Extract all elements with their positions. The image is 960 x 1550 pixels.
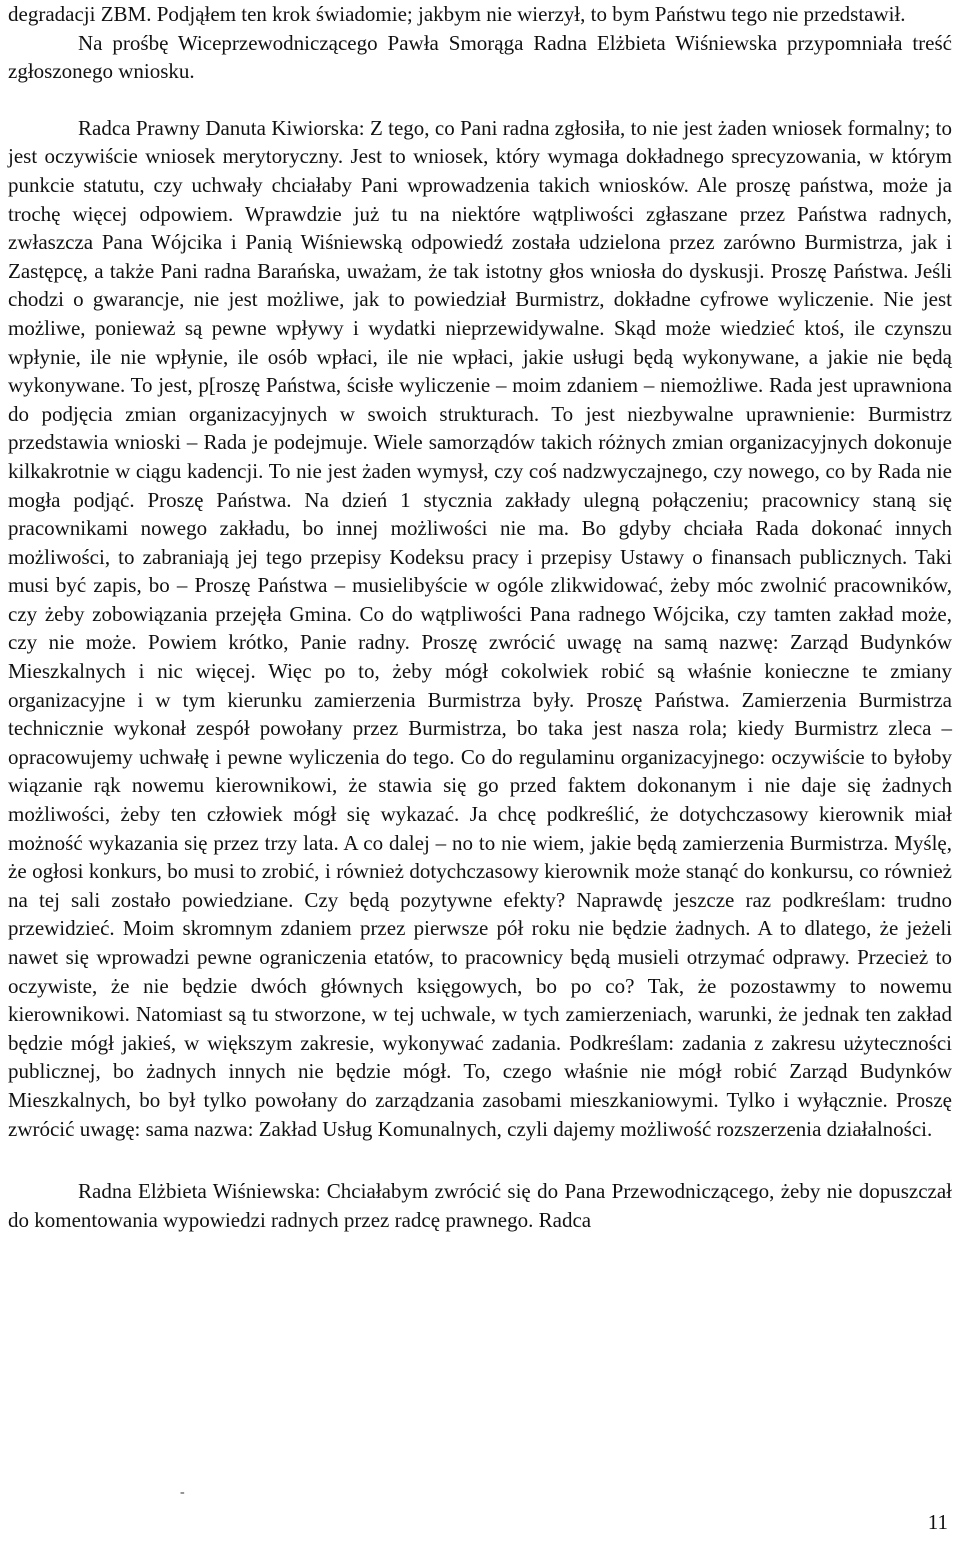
page-number: 11 (927, 1510, 948, 1534)
paragraph-councillor: Radna Elżbieta Wiśniewska: Chciałabym zwrócić się do Pana Przewodniczącego, żeby nie dopuszczał do komentowania wypowiedzi radnych przez radcę prawnego. Radca (8, 1179, 952, 1232)
stray-mark: - (180, 1485, 185, 1500)
paragraph-continuation: degradacji ZBM. Podjąłem ten krok świadomie; jakbym nie wierzył, to bym Państwu tego nie przedstawił. (8, 2, 906, 26)
paragraph-legal-counsel: Radca Prawny Danuta Kiwiorska: Z tego, co Pani radna zgłosiła, to nie jest żaden wniosek formalny; to jest oczywiście wniosek merytoryczny. Jest to wniosek, który wymaga dokładnego sprecyzowania, w którym punkcie statutu, czy uchwały chciałaby Pani wprowadzenia takich wniosków. Ale proszę państwa, może ja trochę więcej odpowiem. Wprawdzie już tu na niektóre wątpliwości zgłaszane przez Państwa radnych, zwłaszcza Pana Wójcika i Panią Wiśniewską odpowiedź została udzielona przez zarówno Burmistrza, jak i Zastępcę, a także Pani radna Barańska, uważam, że tak istotny głos wniosła do dyskusji. Proszę Państwa. Jeśli chodzi o gwarancje, nie jest możliwe, jak to powiedział Burmistrz, dokładne cyfrowe wyliczenie. Nie jest możliwe, ponieważ są pewne wpływy i wydatki nieprzewidywalne. Skąd może wiedzieć ktoś, ile czynszu wpłynie, ile nie wpłynie, ile osób wpłaci, ile nie wpłaci, jakie usługi będą wykonywane, a jakie nie będą wykonywane. To jest, p[roszę Państwa, ścisłe wyliczenie – moim zdaniem – niemożliwe. Rada jest uprawniona do podjęcia zmian organizacyjnych w swoich strukturach. To jest niezbywalne uprawnienie: Burmistrz przedstawia wnioski – Rada je podejmuje. Wiele samorządów takich różnych zmian organizacyjnych dokonuje kilkakrotnie w ciągu kadencji. To nie jest żaden wymysł, czy coś nadzwyczajnego, czy nowego, co by Rada nie mogła podjąć. Proszę Państwa. Na dzień 1 stycznia zakłady ulegną połączeniu; pracownicy staną się pracownikami nowego zakładu, bo innej możliwości nie ma. Bo gdyby chciała Rada dokonać innych możliwości, to zabraniają jej tego przepisy Kodeksu pracy i przepisy Ustawy o finansach publicznych. Taki musi być zapis, bo – Proszę Państwa – musielibyście w ogóle zlikwidować, żeby móc zwolnić pracowników, czy żeby zobowiązania przejęła Gmina. Co do wątpliwości Pana radnego Wójcika, czy tamten zakład może, czy nie może. Powiem krótko, Panie radny. Proszę zwrócić uwagę na samą nazwę: Zarząd Budynków Mieszkalnych i nic więcej. Więc po to, żeby mógł cokolwiek robić są właśnie konieczne te zmiany organizacyjne i w tym kierunku zamierzenia Burmistrza były. Proszę Państwa. Zamierzenia Burmistrza technicznie wykonał zespół powołany przez Burmistrza, bo taka jest nasza rola; kiedy Burmistrz zleca – opracowujemy uchwałę i pewne wyliczenia do tego. Co do regulaminu organizacyjnego: oczywiście to byłoby wiązanie rąk nowemu kierownikowi, że stawia się go przed faktem dokonanym i nie daje się żadnych możliwości, żeby ten człowiek mógł się wykazać. Ja chcę podkreślić, że dotychczasowy kierownik miał możność wykazania się przez trzy lata. A co dalej – no to nie wiem, jakie będą zamierzenia Burmistrza. Myślę, że ogłosi konkurs, bo musi to zrobić, i również dotychczasowy kierownik może stanąć do konkursu, co również na tej sali zostało powiedziane. Czy będą pozytywne efekty? Naprawdę jeszcze raz podkreślam: trudno przewidzieć. Moim skromnym zdaniem przez pierwsze pół roku nie będzie żadnych. A to dlatego, że jeżeli nawet się wprowadzi pewne ograniczenia etatów, to pracownicy będą musieli otrzymać odprawy. Przecież to oczywiste, że nie będzie dwóch głównych księgowych, bo po co? Tak, że pozostawmy to nowemu kierownikowi. Natomiast są tu stworzone, w tej uchwale, w tych zamierzeniach, warunki, że jednak ten zakład będzie mógł jakieś, w większym zakresie, wykonywać zadania. Podkreślam: zadania z zakresu użyteczności publicznej, bo żadnych innych nie będzie mógł. To, czego właśnie nie mógł robić Zarząd Budynków Mieszkalnych, bo był tylko powołany do zarządzania zasobami mieszkaniowymi. Tylko i wyłącznie. Proszę zwrócić uwagę: sama nazwa: Zakład Usług Komunalnych, czyli dajemy możliwość rozszerzenia działalności. (8, 115, 952, 1141)
paragraph-request: Na prośbę Wiceprzewodniczącego Pawła Smorąga Radna Elżbieta Wiśniewska przypomniała treść zgłoszonego wniosku. (8, 30, 952, 84)
